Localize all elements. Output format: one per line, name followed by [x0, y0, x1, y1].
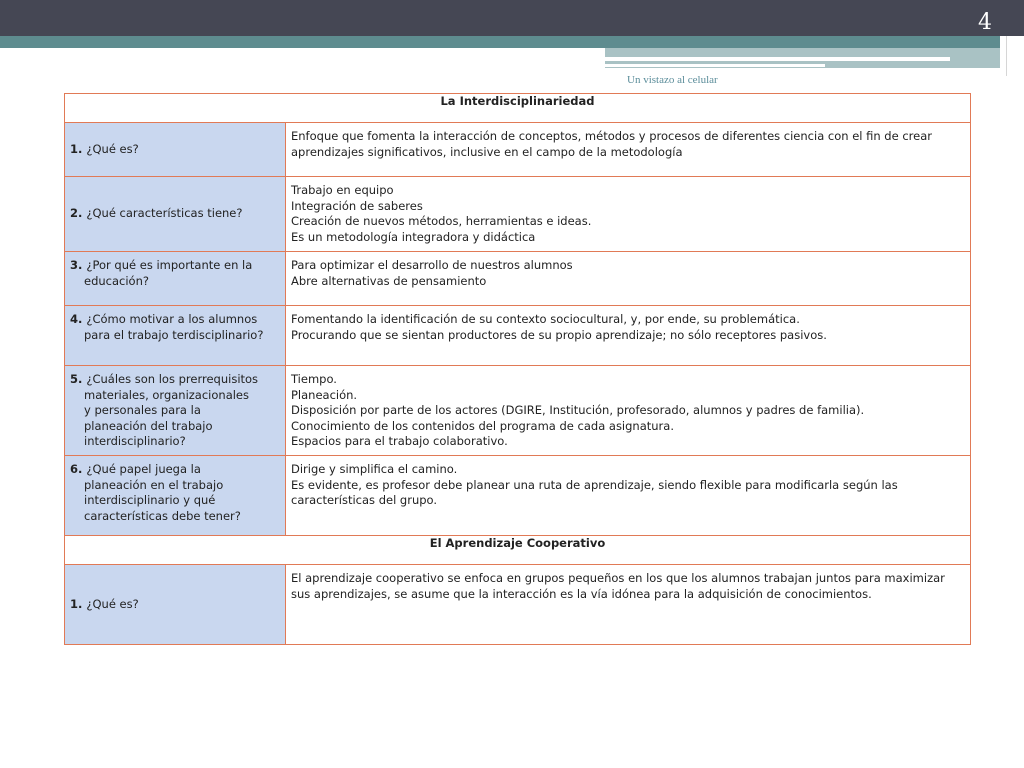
answer-text: Integración de saberes — [291, 198, 423, 213]
answer-text: Fomentando la identificación de su contexto sociocultural, y, por ende, su problemática. — [291, 312, 800, 326]
question-text: planeación en el trabajo — [84, 477, 224, 492]
answer-text: El aprendizaje cooperativo se enfoca en grupos pequeños en los que los alumnos trabajan juntos para maximizar sus aprendizajes, se asume que la interacción es la vía idónea para la adquisición de conocimientos. — [291, 571, 945, 601]
question-cell — [65, 177, 286, 252]
answer-text: Espacios para el trabajo colaborativo. — [291, 434, 508, 448]
question-text: educación? — [84, 273, 149, 288]
question-cell — [65, 366, 286, 456]
question-cell — [65, 565, 286, 645]
question-text: interdisciplinario? — [84, 434, 186, 448]
answer-cell — [286, 123, 971, 177]
title-bar — [0, 0, 1024, 36]
content-table — [64, 93, 971, 645]
answer-cell — [286, 565, 971, 645]
question-text: para el trabajo terdisciplinario? — [84, 327, 264, 342]
question-text: planeación del trabajo — [84, 418, 213, 433]
question-number: 5. — [70, 372, 87, 386]
question-number: 6. — [70, 462, 87, 476]
table-row — [65, 565, 971, 645]
table-row — [65, 306, 971, 366]
section-header-row — [65, 94, 971, 123]
answer-text: Conocimiento de los contenidos del programa de cada asignatura. — [291, 418, 674, 433]
answer-text: Es evidente, es profesor debe planear una ruta de aprendizaje, siendo flexible para modificarla según las características del grupo. — [291, 477, 898, 507]
question-text: materiales, organizacionales — [84, 387, 250, 402]
question-number: 4. — [70, 312, 87, 326]
question-number: 2. — [70, 206, 87, 221]
decorative-line — [605, 57, 950, 61]
table-row — [65, 252, 971, 306]
section-header-row — [65, 536, 971, 565]
question-cell — [65, 456, 286, 536]
question-text: características debe tener? — [84, 508, 241, 523]
answer-text: Creación de nuevos métodos, herramientas e ideas. — [291, 214, 592, 228]
answer-cell — [286, 366, 971, 456]
table-row — [65, 456, 971, 536]
answer-cell — [286, 252, 971, 306]
table-row — [65, 366, 971, 456]
answer-text: Enfoque que fomenta la interacción de conceptos, métodos y procesos de diferentes ciencia con el fin de crear aprendizajes significativos, inclusive en el campo de la metodología — [291, 129, 932, 159]
question-number: 1. — [70, 596, 87, 611]
decorative-band — [0, 36, 1000, 48]
question-text: ¿Qué es? — [86, 596, 139, 611]
question-text: ¿Cómo motivar a los alumnos — [86, 312, 258, 326]
question-text: ¿Qué es? — [86, 141, 139, 156]
decorative-line — [605, 64, 825, 67]
answer-text: Disposición por parte de los actores (DGIRE, Institución, profesorado, alumnos y padres de familia). — [291, 403, 865, 417]
answer-text: Procurando que se sientan productores de su propio aprendizaje; no sólo receptores pasivos. — [291, 327, 827, 342]
table-row — [65, 123, 971, 177]
slide-subtitle: Un vistazo al celular — [627, 74, 718, 86]
question-cell — [65, 252, 286, 306]
answer-cell — [286, 177, 971, 252]
question-text: ¿Qué características tiene? — [86, 206, 243, 221]
question-number: 1. — [70, 141, 87, 156]
table-row — [65, 177, 971, 252]
question-text: y personales para la — [84, 403, 201, 417]
question-text: ¿Qué papel juega la — [86, 462, 201, 476]
answer-text: Abre alternativas de pensamiento — [291, 273, 487, 288]
question-number: 3. — [70, 258, 87, 272]
question-cell — [65, 306, 286, 366]
question-text: ¿Por qué es importante en la — [86, 258, 253, 272]
question-cell — [65, 123, 286, 177]
question-text: interdisciplinario y qué — [84, 493, 216, 507]
section-title: El Aprendizaje Cooperativo — [65, 536, 971, 565]
answer-cell — [286, 456, 971, 536]
answer-text: Planeación. — [291, 387, 358, 402]
answer-text: Tiempo. — [291, 372, 337, 386]
answer-text: Es un metodología integradora y didáctica — [291, 229, 536, 244]
question-text: ¿Cuáles son los prerrequisitos — [86, 372, 259, 386]
answer-text: Para optimizar el desarrollo de nuestros alumnos — [291, 258, 573, 272]
answer-cell — [286, 306, 971, 366]
decorative-divider — [1006, 36, 1007, 76]
slide-number: 4 — [978, 10, 992, 35]
answer-text: Trabajo en equipo — [291, 183, 394, 197]
section-title: La Interdisciplinariedad — [65, 94, 971, 123]
answer-text: Dirige y simplifica el camino. — [291, 462, 458, 476]
